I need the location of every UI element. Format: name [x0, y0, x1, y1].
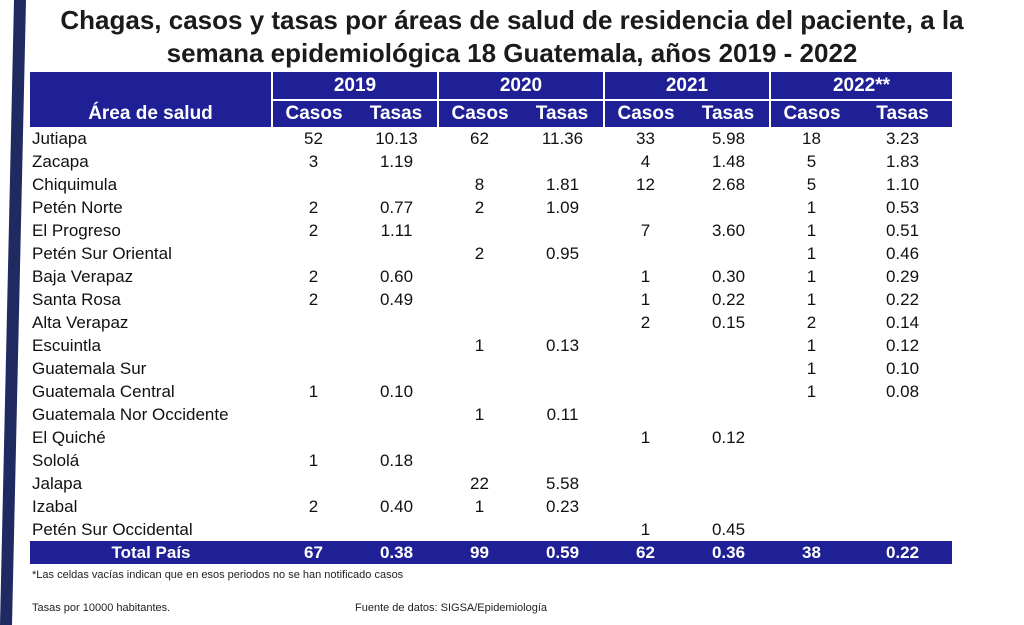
tasas-cell: 0.10	[379, 382, 414, 401]
casos-cell	[438, 150, 521, 173]
area-name: Guatemala Sur	[32, 359, 147, 378]
casos-cell: 1	[474, 405, 485, 424]
tasas-cell	[521, 265, 604, 288]
casos-cell: 12	[636, 175, 655, 194]
header-year-2022: 2022**	[770, 72, 952, 100]
casos-cell: 8	[474, 175, 485, 194]
table-row	[30, 311, 952, 334]
casos-cell	[438, 288, 521, 311]
casos-cell: 1	[308, 382, 319, 401]
total-label: Total País	[30, 541, 272, 564]
casos-cell: 4	[640, 152, 651, 171]
casos-cell	[604, 403, 687, 426]
casos-cell	[438, 265, 521, 288]
tasas-cell	[687, 334, 770, 357]
tasas-cell	[687, 196, 770, 219]
casos-cell	[604, 334, 687, 357]
tasas-cell	[521, 449, 604, 472]
total-cell: 0.22	[853, 541, 952, 564]
casos-cell	[272, 334, 355, 357]
table-row	[30, 288, 952, 311]
casos-cell: 1	[806, 336, 817, 355]
tasas-cell: 0.13	[545, 336, 580, 355]
area-name: El Quiché	[32, 428, 106, 447]
casos-cell: 1	[806, 221, 817, 240]
tasas-cell: 0.18	[379, 451, 414, 470]
casos-cell	[770, 518, 853, 541]
table-row	[30, 495, 952, 518]
casos-cell: 62	[470, 129, 489, 148]
tasas-cell: 1.83	[885, 152, 920, 171]
header-year-2020: 2020	[438, 72, 604, 100]
casos-cell	[272, 426, 355, 449]
area-name: Baja Verapaz	[32, 267, 134, 286]
header-casos: Casos	[272, 100, 355, 127]
tasas-cell	[687, 495, 770, 518]
casos-cell	[604, 242, 687, 265]
tasas-cell	[355, 426, 438, 449]
tasas-cell	[853, 518, 952, 541]
header-year-2019: 2019	[272, 72, 438, 100]
tasas-cell	[521, 380, 604, 403]
header-area: Área de salud	[30, 100, 272, 127]
total-cell: 0.38	[355, 541, 438, 564]
table-row	[30, 196, 952, 219]
casos-cell: 2	[474, 198, 485, 217]
tasas-cell	[687, 403, 770, 426]
area-name: Izabal	[32, 497, 78, 516]
table-row	[30, 449, 952, 472]
casos-cell: 1	[640, 428, 651, 447]
tasas-cell: 11.36	[541, 129, 584, 148]
table-row	[30, 334, 952, 357]
casos-cell: 5	[806, 152, 817, 171]
tasas-cell	[521, 426, 604, 449]
casos-cell	[272, 357, 355, 380]
tasas-cell: 0.10	[885, 359, 920, 378]
tasas-cell: 1.81	[545, 175, 580, 194]
total-cell: 38	[770, 541, 853, 564]
table-row	[30, 265, 952, 288]
decorative-slash	[0, 0, 26, 625]
tasas-cell: 1.19	[379, 152, 414, 171]
casos-cell	[438, 426, 521, 449]
tasas-cell	[521, 357, 604, 380]
tasas-cell	[355, 173, 438, 196]
casos-cell: 2	[308, 221, 319, 240]
area-name: El Progreso	[32, 221, 121, 240]
tasas-cell: 0.15	[711, 313, 746, 332]
casos-cell	[770, 495, 853, 518]
casos-cell: 2	[806, 313, 817, 332]
casos-cell	[272, 518, 355, 541]
casos-cell	[770, 426, 853, 449]
tasas-cell	[355, 518, 438, 541]
total-cell: 0.36	[687, 541, 770, 564]
casos-cell: 2	[640, 313, 651, 332]
tasas-cell	[687, 357, 770, 380]
tasas-cell: 0.40	[379, 497, 414, 516]
tasas-cell: 1.09	[545, 198, 580, 217]
casos-cell: 1	[474, 497, 485, 516]
area-name: Petén Norte	[32, 198, 123, 217]
tasas-cell	[521, 518, 604, 541]
tasas-cell: 0.51	[885, 221, 920, 240]
casos-cell: 1	[806, 244, 817, 263]
total-cell: 0.59	[521, 541, 604, 564]
tasas-cell: 0.49	[379, 290, 414, 309]
tasas-cell: 0.11	[546, 405, 579, 424]
casos-cell	[770, 472, 853, 495]
header-blank	[30, 72, 272, 100]
casos-cell: 1	[806, 267, 817, 286]
tasas-cell	[687, 242, 770, 265]
tasas-cell: 1.48	[711, 152, 746, 171]
casos-cell: 3	[308, 152, 319, 171]
casos-cell: 52	[304, 129, 323, 148]
tasas-cell: 5.98	[711, 129, 746, 148]
tasas-cell	[853, 449, 952, 472]
area-name: Petén Sur Oriental	[32, 244, 172, 263]
total-row	[30, 541, 952, 564]
table-row	[30, 518, 952, 541]
table-row	[30, 173, 952, 196]
tasas-cell: 5.58	[545, 474, 580, 493]
table-row	[30, 472, 952, 495]
casos-cell: 1	[640, 267, 651, 286]
casos-cell	[438, 357, 521, 380]
casos-cell: 1	[640, 290, 651, 309]
total-cell: 62	[604, 541, 687, 564]
tasas-cell	[521, 288, 604, 311]
header-tasas: Tasas	[521, 100, 604, 127]
tasas-cell: 0.53	[885, 198, 920, 217]
casos-cell	[770, 449, 853, 472]
table-row	[30, 127, 952, 150]
tasas-cell: 0.12	[885, 336, 920, 355]
casos-cell	[604, 449, 687, 472]
table-row	[30, 219, 952, 242]
casos-cell: 2	[308, 497, 319, 516]
tasas-cell	[853, 403, 952, 426]
footnote-empty-cells: *Las celdas vacías indican que en esos periodos no se han notificado casos	[32, 569, 404, 581]
area-name: Petén Sur Occidental	[32, 520, 193, 539]
casos-cell: 1	[806, 290, 817, 309]
tasas-cell: 0.46	[885, 244, 920, 263]
tasas-cell	[355, 403, 438, 426]
area-name: Santa Rosa	[32, 290, 121, 309]
casos-cell: 1	[474, 336, 485, 355]
casos-cell: 2	[308, 267, 319, 286]
tasas-cell	[355, 334, 438, 357]
area-name: Guatemala Central	[32, 382, 175, 401]
tasas-cell	[521, 219, 604, 242]
header-casos: Casos	[770, 100, 853, 127]
tasas-cell: 0.45	[711, 520, 746, 539]
casos-cell	[438, 219, 521, 242]
table-row	[30, 426, 952, 449]
casos-cell	[604, 472, 687, 495]
tasas-cell	[355, 242, 438, 265]
footnote-rates: Tasas por 10000 habitantes.	[32, 602, 171, 614]
casos-cell: 1	[640, 520, 651, 539]
casos-cell	[272, 242, 355, 265]
page-title	[0, 4, 1024, 70]
tasas-cell	[521, 150, 604, 173]
tasas-cell: 1.10	[885, 175, 920, 194]
casos-cell	[272, 403, 355, 426]
header-tasas: Tasas	[853, 100, 952, 127]
casos-cell: 7	[640, 221, 651, 240]
tasas-cell: 0.60	[379, 267, 414, 286]
area-name: Chiquimula	[32, 175, 118, 194]
table-row	[30, 357, 952, 380]
tasas-cell	[521, 311, 604, 334]
casos-cell: 2	[308, 198, 319, 217]
casos-cell: 22	[470, 474, 489, 493]
casos-cell: 18	[802, 129, 821, 148]
title-line-1: Chagas, casos y tasas por áreas de salud de residencia del paciente, a la	[60, 5, 964, 35]
tasas-cell: 0.23	[545, 497, 580, 516]
table-row	[30, 403, 952, 426]
area-name: Guatemala Nor Occidente	[32, 405, 229, 424]
table-row	[30, 380, 952, 403]
header-casos: Casos	[438, 100, 521, 127]
tasas-cell: 2.68	[711, 175, 746, 194]
tasas-cell	[355, 357, 438, 380]
table-body	[30, 127, 952, 541]
header-year-2021: 2021	[604, 72, 770, 100]
casos-cell	[438, 380, 521, 403]
area-name: Jutiapa	[32, 129, 87, 148]
table-row	[30, 150, 952, 173]
tasas-cell: 0.22	[711, 290, 746, 309]
tasas-cell	[853, 495, 952, 518]
casos-cell: 1	[806, 382, 817, 401]
tasas-cell: 0.14	[885, 313, 920, 332]
area-name: Jalapa	[32, 474, 83, 493]
casos-cell: 2	[308, 290, 319, 309]
tasas-cell	[355, 311, 438, 334]
area-name: Alta Verapaz	[32, 313, 129, 332]
total-cell: 99	[438, 541, 521, 564]
casos-cell	[438, 518, 521, 541]
casos-cell	[272, 311, 355, 334]
casos-cell: 5	[806, 175, 817, 194]
casos-cell	[604, 196, 687, 219]
area-name: Zacapa	[32, 152, 89, 171]
casos-cell	[604, 357, 687, 380]
tasas-cell: 0.77	[379, 198, 414, 217]
area-name: Escuintla	[32, 336, 101, 355]
casos-cell: 33	[636, 129, 655, 148]
tasas-cell: 1.11	[380, 221, 413, 240]
total-cell: 67	[272, 541, 355, 564]
tasas-cell	[853, 426, 952, 449]
tasas-cell	[853, 472, 952, 495]
casos-cell	[272, 173, 355, 196]
casos-cell	[438, 449, 521, 472]
table-row	[30, 242, 952, 265]
area-name: Sololá	[32, 451, 80, 470]
casos-cell: 1	[806, 198, 817, 217]
tasas-cell: 3.60	[711, 221, 746, 240]
casos-cell	[604, 495, 687, 518]
tasas-cell: 0.29	[885, 267, 920, 286]
tasas-cell: 0.22	[885, 290, 920, 309]
casos-cell: 1	[806, 359, 817, 378]
tasas-cell	[355, 472, 438, 495]
title-line-2: semana epidemiológica 18 Guatemala, años 2019 - 2022	[166, 38, 858, 68]
tasas-cell: 0.08	[885, 382, 920, 401]
footnote-source: Fuente de datos: SIGSA/Epidemiología	[355, 602, 548, 614]
tasas-cell: 0.30	[711, 267, 746, 286]
tasas-cell: 0.95	[545, 244, 580, 263]
header-tasas: Tasas	[687, 100, 770, 127]
casos-cell	[770, 403, 853, 426]
tasas-cell	[687, 449, 770, 472]
casos-cell	[438, 311, 521, 334]
tasas-cell	[687, 380, 770, 403]
tasas-cell: 0.12	[711, 428, 746, 447]
casos-cell: 1	[308, 451, 319, 470]
casos-cell	[272, 472, 355, 495]
header-tasas: Tasas	[355, 100, 438, 127]
tasas-cell	[687, 472, 770, 495]
casos-cell	[604, 380, 687, 403]
chagas-table	[30, 72, 952, 564]
header-casos: Casos	[604, 100, 687, 127]
casos-cell: 2	[474, 244, 485, 263]
tasas-cell: 3.23	[885, 129, 920, 148]
tasas-cell: 10.13	[375, 129, 418, 148]
